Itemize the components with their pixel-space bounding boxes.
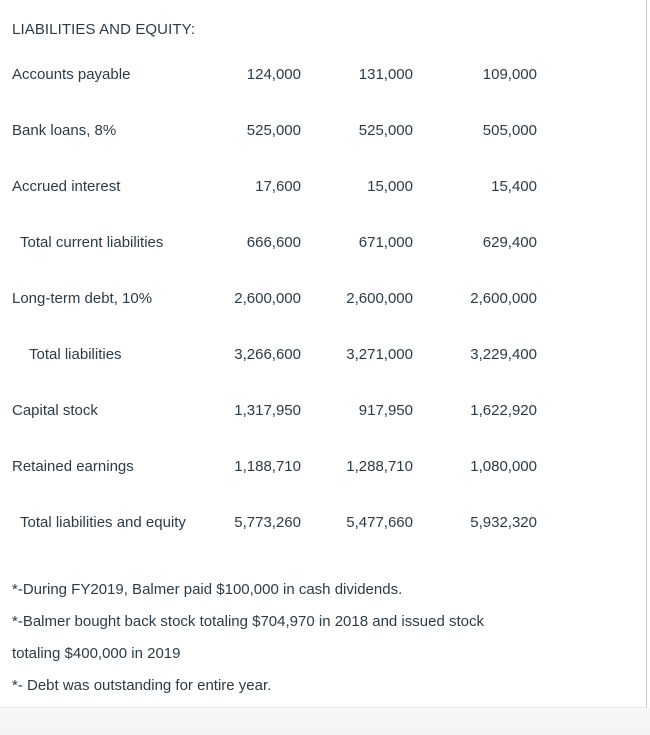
- footnote-debt: *- Debt was outstanding for entire year.: [12, 677, 272, 694]
- row-label: Accrued interest: [12, 178, 121, 195]
- table-row-total-liabilities-and-equity: [0, 495, 647, 551]
- cell-col3: 15,400: [491, 178, 537, 195]
- cell-col2: 2,600,000: [346, 290, 413, 307]
- cell-col2: 917,950: [358, 402, 413, 419]
- section-title: LIABILITIES AND EQUITY:: [12, 21, 196, 38]
- cell-col2: 5,477,660: [346, 514, 413, 531]
- row-label: Capital stock: [12, 402, 98, 419]
- page-background-strip: [0, 708, 650, 735]
- row-label: Bank loans, 8%: [12, 122, 117, 139]
- row-label: Long-term debt, 10%: [12, 290, 153, 307]
- footnote-dividends: *-During FY2019, Balmer paid $100,000 in cash dividends.: [12, 581, 403, 598]
- row-label: Total current liabilities: [20, 234, 164, 251]
- cell-col1: 124,000: [246, 66, 301, 83]
- cell-col2: 671,000: [358, 234, 413, 251]
- cell-col3: 629,400: [482, 234, 537, 251]
- table-row-retained-earnings: [0, 439, 647, 495]
- table-row-capital-stock: [0, 383, 647, 439]
- row-label: Retained earnings: [12, 458, 134, 475]
- cell-col3: 2,600,000: [470, 290, 537, 307]
- table-row-total-current-liabilities: [0, 215, 647, 271]
- cell-col3: 505,000: [482, 122, 537, 139]
- cell-col1: 525,000: [246, 122, 301, 139]
- cell-col1: 1,188,710: [234, 458, 301, 475]
- cell-col2: 3,271,000: [346, 346, 413, 363]
- cell-col2: 1,288,710: [346, 458, 413, 475]
- table-row-accounts-payable: [0, 47, 647, 103]
- cell-col2: 131,000: [358, 66, 413, 83]
- row-label: Total liabilities: [29, 346, 122, 363]
- cell-col1: 1,317,950: [234, 402, 301, 419]
- table-row-long-term-debt: [0, 271, 647, 327]
- cell-col1: 3,266,600: [234, 346, 301, 363]
- cell-col3: 3,229,400: [470, 346, 537, 363]
- table-row-total-liabilities: [0, 327, 647, 383]
- cell-col3: 109,000: [482, 66, 537, 83]
- cell-col1: 5,773,260: [234, 514, 301, 531]
- cell-col1: 666,600: [246, 234, 301, 251]
- table-row-bank-loans: [0, 103, 647, 159]
- cell-col1: 2,600,000: [234, 290, 301, 307]
- row-label: Accounts payable: [12, 66, 131, 83]
- footnote-buyback: *-Balmer bought back stock totaling $704,970 in 2018 and issued stock: [12, 613, 484, 630]
- row-label: Total liabilities and equity: [20, 514, 186, 531]
- table-row-accrued-interest: [0, 159, 647, 215]
- footnotes: [12, 574, 632, 702]
- cell-col2: 525,000: [358, 122, 413, 139]
- cell-col2: 15,000: [367, 178, 413, 195]
- footnote-buyback-cont: totaling $400,000 in 2019: [12, 645, 181, 662]
- balance-sheet-table: [0, 47, 647, 551]
- cell-col3: 1,622,920: [470, 402, 537, 419]
- cell-col3: 5,932,320: [470, 514, 537, 531]
- cell-col1: 17,600: [255, 178, 301, 195]
- cell-col3: 1,080,000: [470, 458, 537, 475]
